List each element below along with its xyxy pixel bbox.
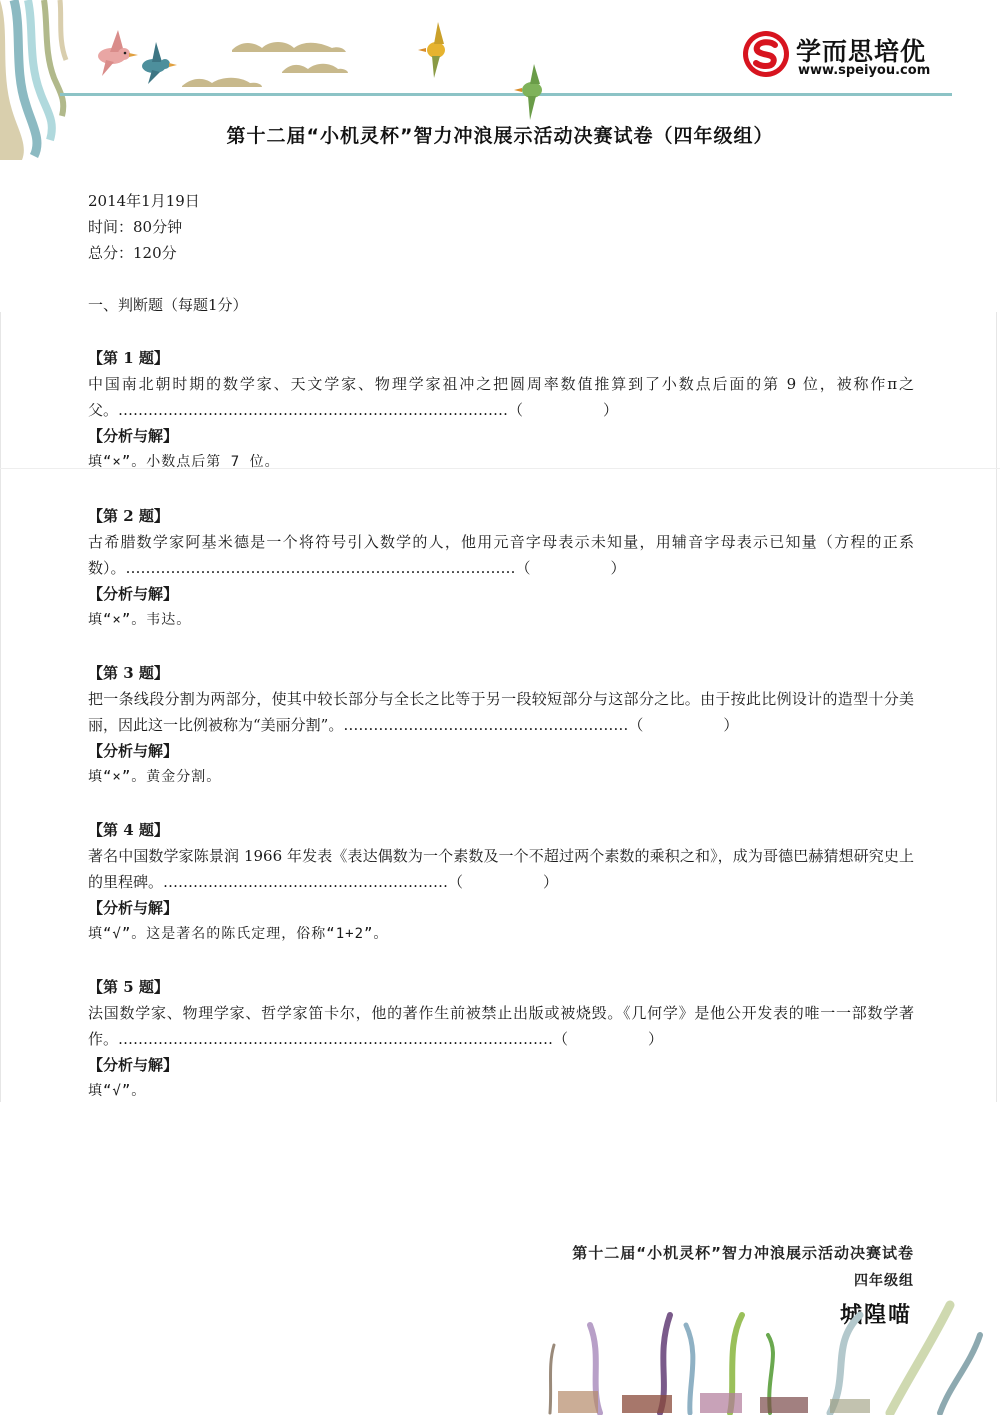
leader-dots: ………………………………………………… (163, 873, 449, 891)
answer-paren-open: （ (508, 401, 524, 419)
question-number: 【第 4 题】 (88, 821, 169, 839)
exam-date: 2014年1月19日 (88, 192, 200, 210)
analysis-heading: 【分析与解】 (88, 1056, 179, 1074)
question-block (88, 660, 914, 790)
answer-paren-close: ） (543, 873, 559, 891)
brand-name: 学而思培优 (796, 37, 927, 66)
section-heading: 一、判断题（每题1分） (88, 296, 248, 314)
question-text: 中国南北朝时期的数学家、天文学家、物理学家祖冲之把圆周率数值推算到了小数点后面的第 9 位，被称作π之父。……………………………………………………………………（ ） (88, 375, 914, 419)
answer-paren-open: （ (515, 559, 531, 577)
header-rule (60, 93, 952, 96)
answer-text: 填“×”。黄金分割。 (88, 769, 222, 785)
leader-dots: …………………………………………………………………… (125, 559, 516, 577)
decorative-plants-icon (530, 1295, 1000, 1415)
analysis-heading: 【分析与解】 (88, 742, 179, 760)
question-text: 著名中国数学家陈景润 1966 年发表《表达偶数为一个素数及一个不超过两个素数的乘积之和》，成为哥德巴赫猜想研究史上的里程碑。…………………………………………………（ ） (88, 847, 914, 891)
teal-bird-icon (132, 40, 178, 86)
question-number: 【第 2 题】 (88, 507, 169, 525)
question-number: 【第 3 题】 (88, 664, 169, 682)
footer-title: 第十二届“小机灵杯”智力冲浪展示活动决赛试卷 (572, 1244, 914, 1262)
answer-paren-close: ） (603, 401, 619, 419)
answer-paren-open: （ (553, 1030, 569, 1048)
exam-score: 总分：120分 (88, 244, 177, 262)
footer-grade: 四年级组 (854, 1273, 914, 1289)
leader-dots: …………………………………………………………………… (118, 401, 509, 419)
exam-meta (88, 188, 200, 266)
answer-paren-close: ） (610, 559, 626, 577)
page-guide (996, 312, 997, 1102)
question-number: 【第 5 题】 (88, 978, 169, 996)
analysis-heading: 【分析与解】 (88, 585, 179, 603)
question-block (88, 503, 914, 633)
answer-paren-open: （ (448, 873, 464, 891)
footer-author: 城隍喵 (839, 1303, 912, 1328)
leader-dots: …………………………………………………………………………… (118, 1030, 554, 1048)
question-text: 法国数学家、物理学家、哲学家笛卡尔，他的著作生前被禁止出版或被烧毁。《几何学》是他公开发表的唯一一部数学著作。……………………………………………………………………………（ ） (88, 1004, 914, 1048)
brand-s-icon (742, 30, 790, 78)
analysis-heading: 【分析与解】 (88, 427, 179, 445)
exam-time: 时间：80分钟 (88, 218, 183, 236)
answer-text: 填“√”。 (88, 1083, 147, 1099)
brand-url[interactable]: www.speiyou.com (798, 63, 931, 78)
question-text: 古希腊数学家阿基米德是一个将符号引入数学的人，他用元音字母表示未知量，用辅音字母表示已知量（方程的正系数）。……………………………………………………………………（ ） (88, 533, 914, 577)
cloud-icon (180, 74, 264, 90)
answer-text: 填“×”。小数点后第 7 位。 (88, 454, 280, 470)
question-block (88, 345, 914, 475)
green-bird-icon (510, 64, 554, 120)
answer-text: 填“×”。韦达。 (88, 612, 192, 628)
question-block (88, 974, 914, 1104)
brand-logo[interactable] (742, 30, 952, 86)
yellow-bird-icon (416, 22, 456, 78)
answer-text: 填“√”。这是著名的陈氏定理，俗称“1+2”。 (88, 926, 389, 942)
leader-dots: ………………………………………………… (343, 716, 629, 734)
answer-paren-close: ） (648, 1030, 664, 1048)
answer-paren-close: ） (723, 716, 739, 734)
answer-paren-open: （ (628, 716, 644, 734)
document-title: 第十二届“小机灵杯”智力冲浪展示活动决赛试卷（四年级组） (226, 125, 774, 147)
question-text: 把一条线段分割为两部分，使其中较长部分与全长之比等于另一段较短部分与这部分之比。由于按此比例设计的造型十分美丽，因此这一比例被称为“美丽分割”。…………………………………………………（ ） (88, 690, 914, 734)
cloud-icon (280, 60, 350, 76)
analysis-heading: 【分析与解】 (88, 899, 179, 917)
cloud-icon (228, 38, 348, 56)
question-number: 【第 1 题】 (88, 349, 169, 367)
question-block (88, 817, 914, 947)
page-guide (0, 312, 1, 1102)
